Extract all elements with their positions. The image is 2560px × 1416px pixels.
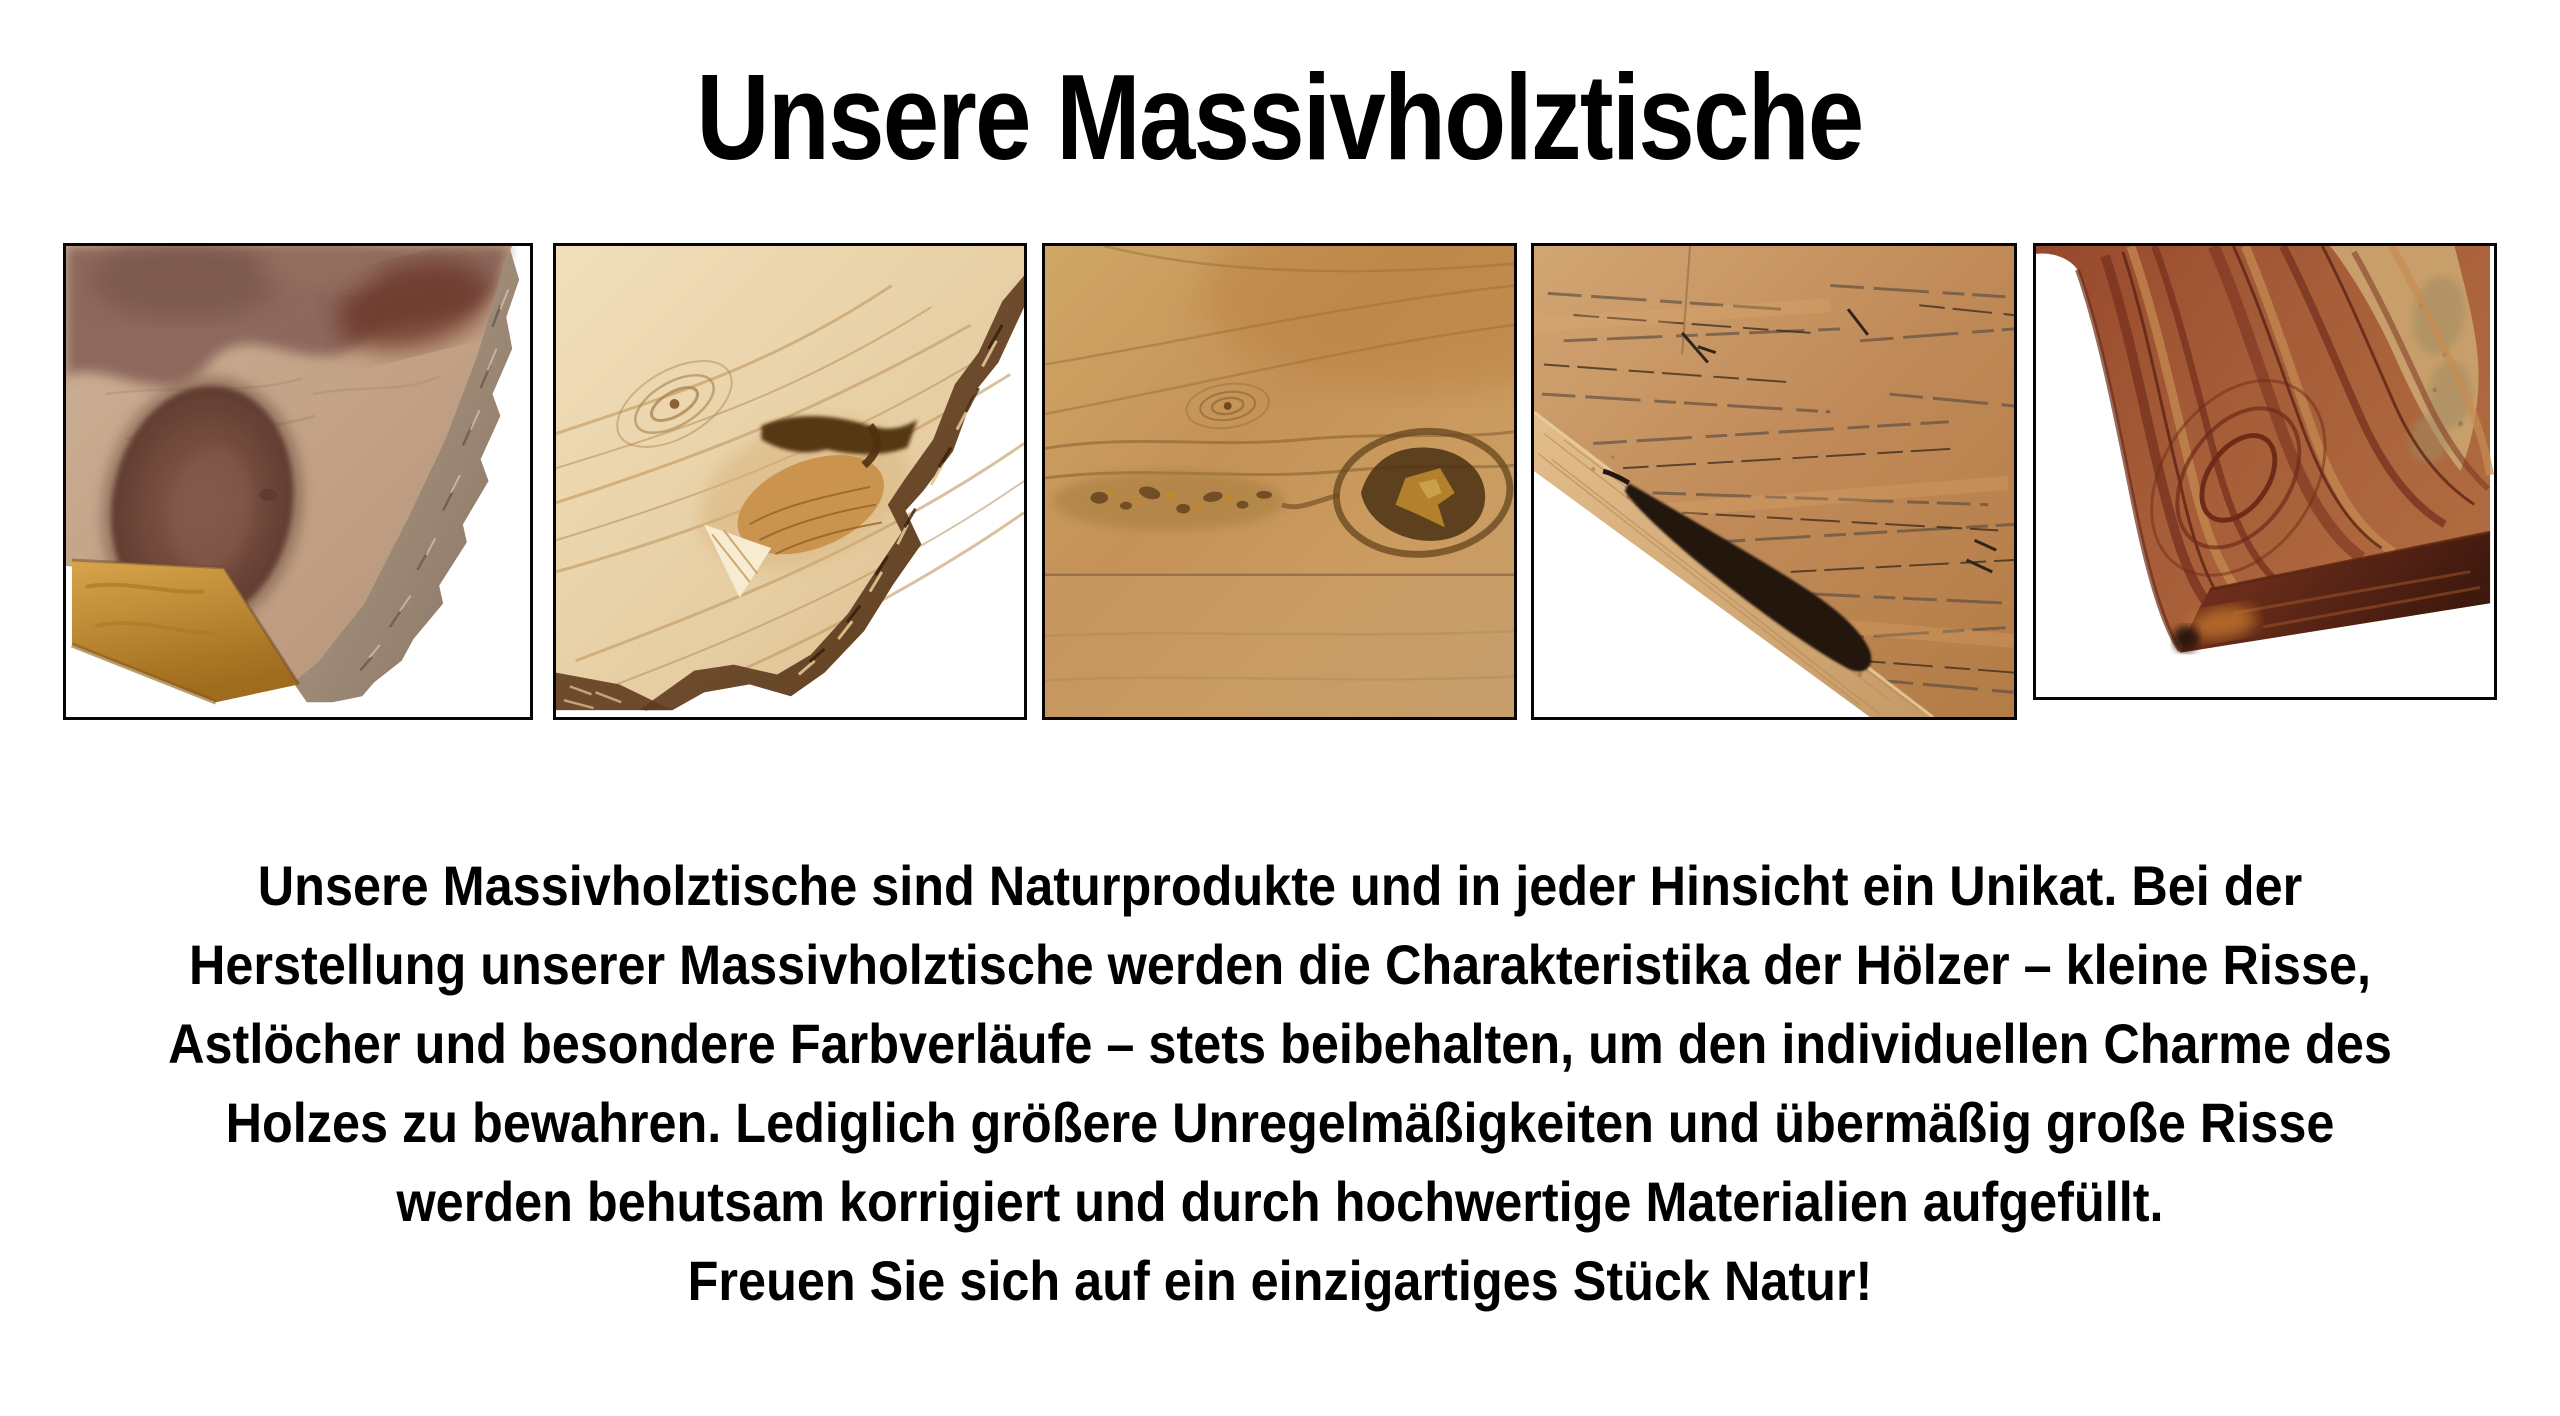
paragraph-line-4: Holzes zu bewahren. Lediglich größere Unregelmäßigkeiten und übermäßig große Risse [225,1091,2335,1154]
wood-photo-4 [1531,243,2017,720]
paragraph-line-2: Herstellung unserer Massivholztische werden die Charakteristika der Hölzer – kleine Risse, [188,933,2372,996]
wood-photo-4-image [1534,246,2014,717]
wood-photo-3-image [1045,246,1514,717]
paragraph-line-6: Freuen Sie sich auf ein einzigartiges Stück Natur! [687,1249,1873,1312]
wood-photo-2-image [556,246,1024,717]
intro-paragraph [128,846,2432,1320]
paragraph-line-5: werden behutsam korrigiert und durch hochwertige Materialien aufgefüllt. [396,1170,2164,1233]
wood-photo-2 [553,243,1027,720]
wood-photo-1-image [66,246,530,717]
wood-photo-1 [63,243,533,720]
wood-photo-5-image [2036,246,2494,697]
paragraph-line-3: Astlöcher und besondere Farbverläufe – stets beibehalten, um den individuellen Charme des [168,1012,2392,1075]
paragraph-line-1: Unsere Massivholztische sind Naturprodukte und in jeder Hinsicht ein Unikat. Bei der [257,854,2303,917]
wood-photo-5 [2033,243,2497,700]
wood-photo-3 [1042,243,1517,720]
page-title-text: Unsere Massivholztische [696,49,1864,185]
